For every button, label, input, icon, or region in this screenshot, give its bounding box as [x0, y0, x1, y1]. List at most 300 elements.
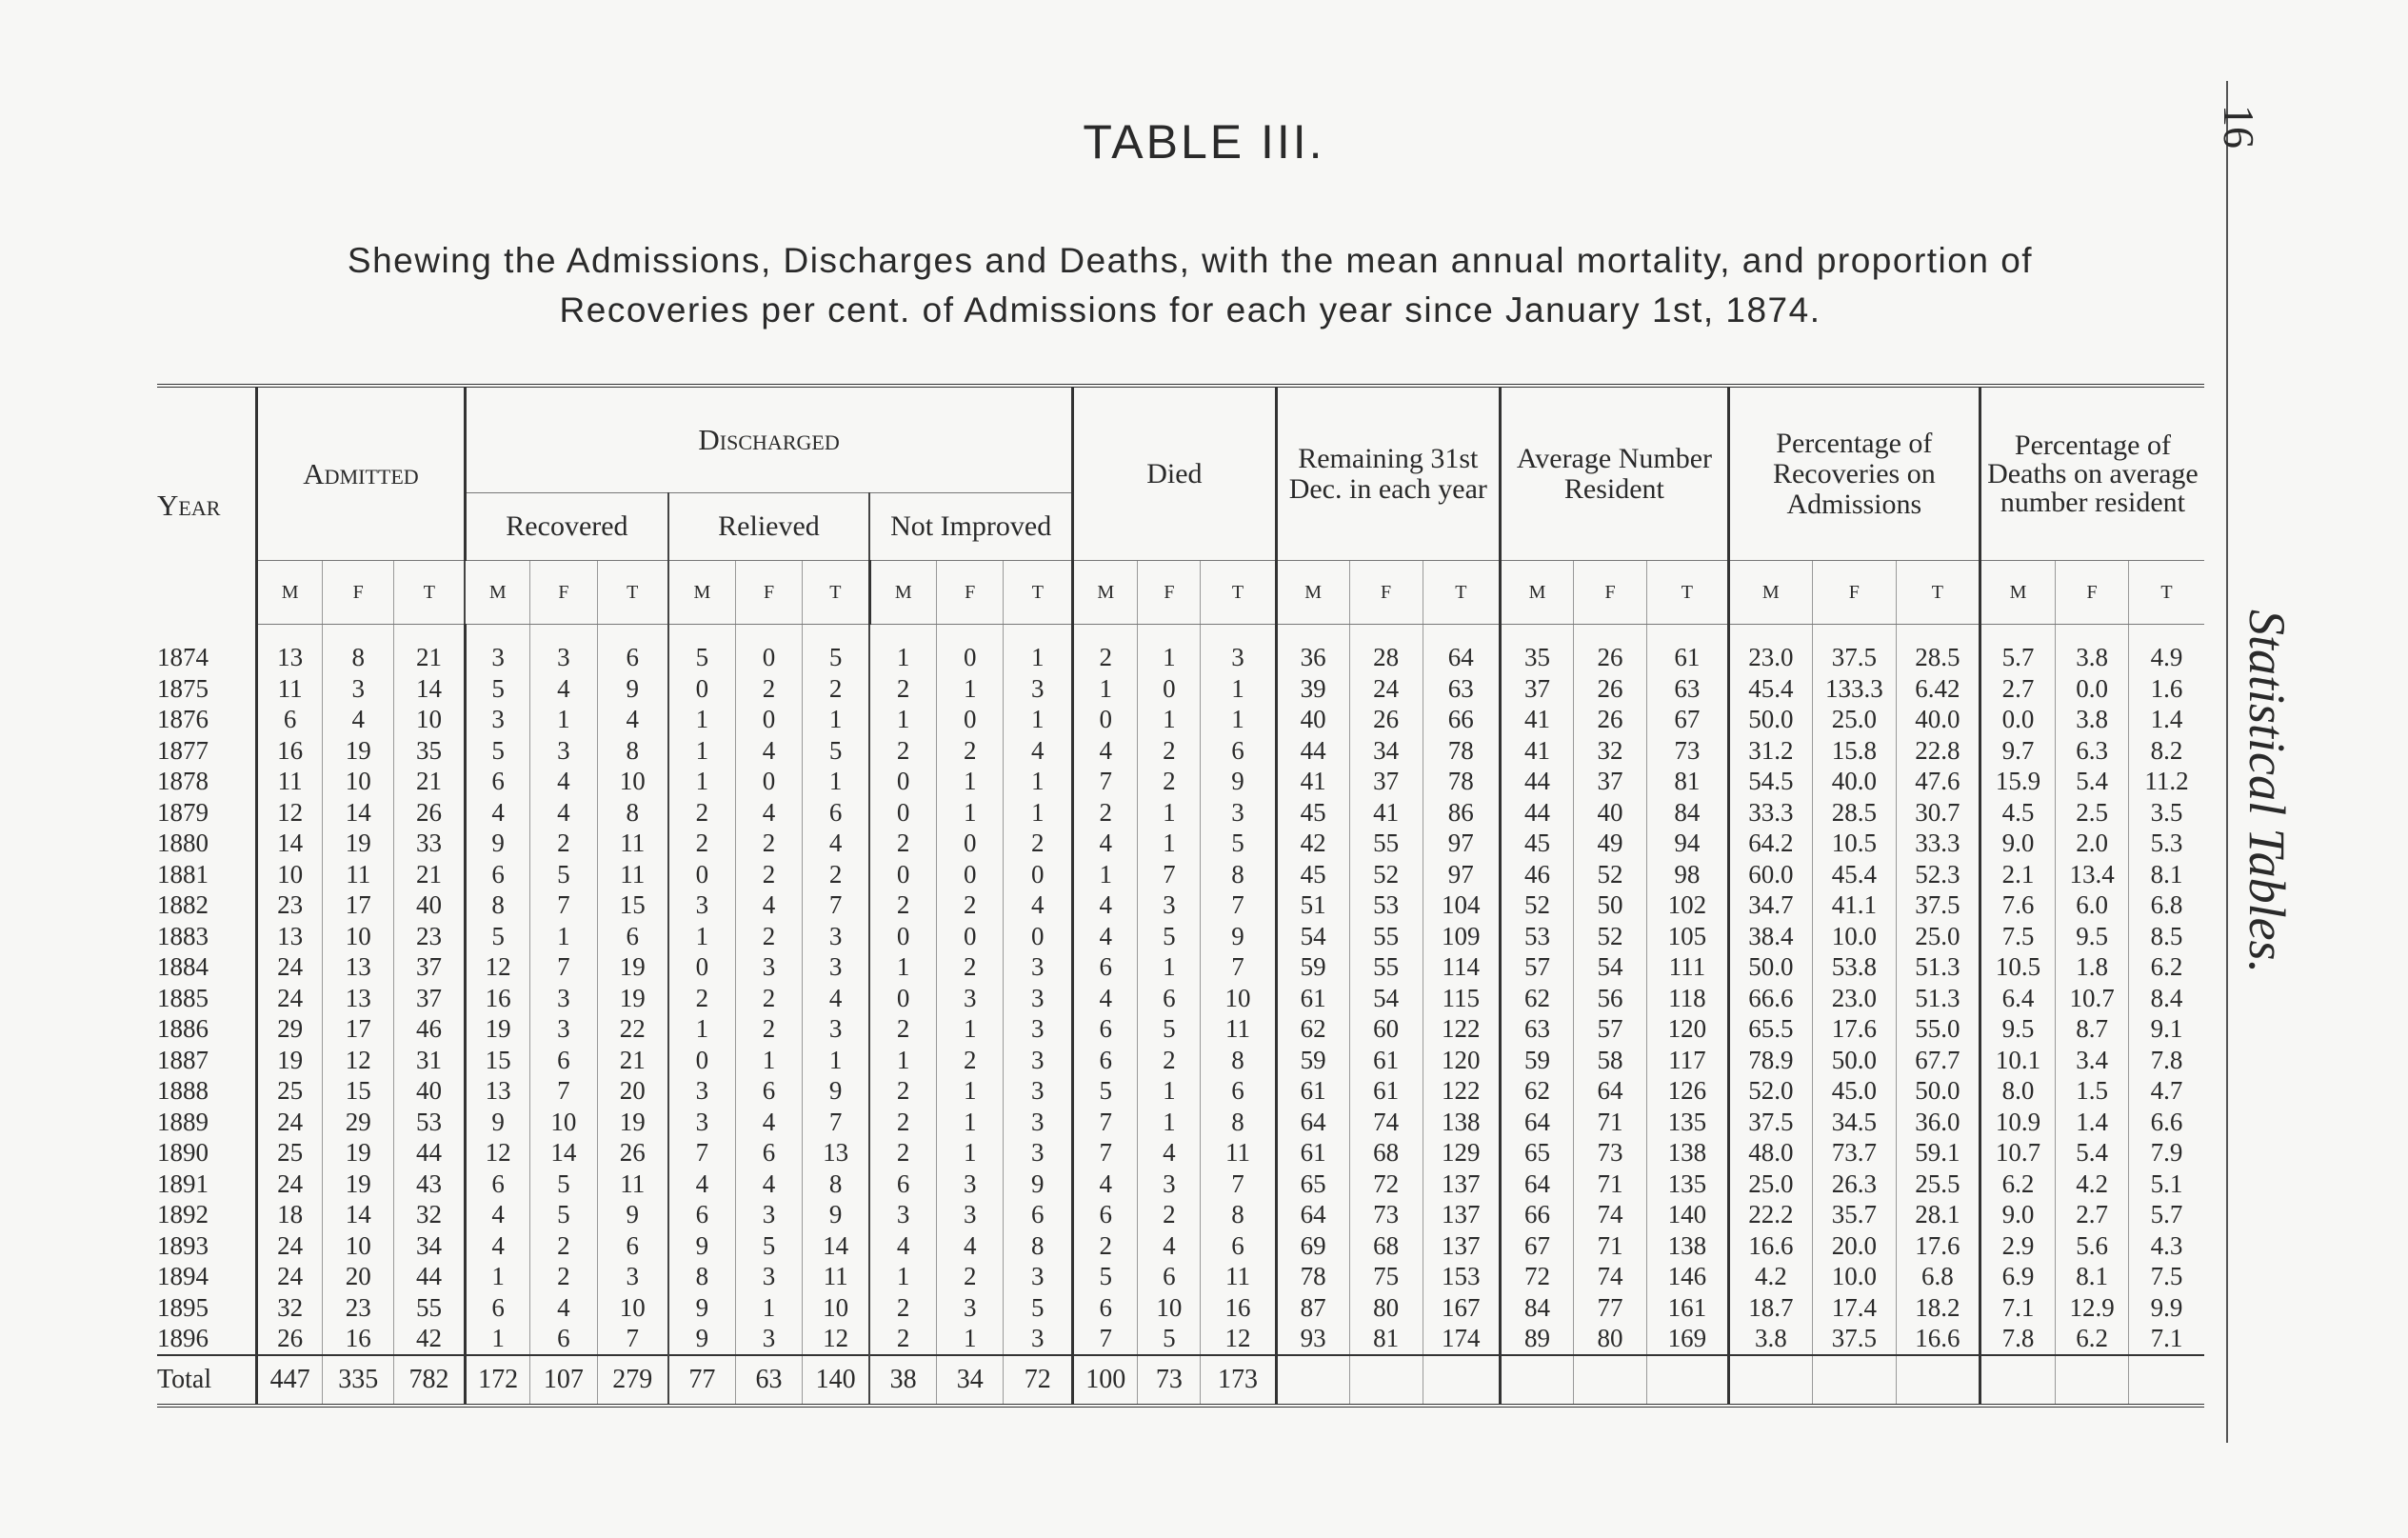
value-cell: 71: [1574, 1168, 1647, 1200]
value-cell: 3: [1201, 625, 1276, 673]
value-cell: 61: [1349, 1045, 1423, 1076]
value-cell: 3: [803, 921, 869, 952]
value-cell: 6.4: [1980, 983, 2055, 1014]
value-cell: 26: [1574, 673, 1647, 705]
value-cell: 0: [869, 983, 936, 1014]
value-cell: 15.9: [1980, 766, 2055, 797]
value-cell: 5: [1201, 828, 1276, 859]
value-cell: 9: [803, 1075, 869, 1107]
value-cell: 6.2: [2129, 951, 2204, 983]
value-cell: 4: [530, 797, 597, 829]
value-cell: 5: [530, 1168, 597, 1200]
value-cell: 0: [668, 1045, 735, 1076]
value-cell: 167: [1423, 1292, 1500, 1324]
value-cell: 74: [1574, 1199, 1647, 1230]
total-cell: [1349, 1355, 1423, 1406]
value-cell: 6.0: [2056, 889, 2129, 921]
value-cell: 37: [1501, 673, 1574, 705]
value-cell: 40.0: [1812, 766, 1896, 797]
total-row: [157, 1355, 2204, 1406]
value-cell: 4: [1073, 983, 1138, 1014]
value-cell: 51: [1276, 889, 1349, 921]
value-cell: 15: [323, 1075, 394, 1107]
value-cell: 0: [735, 704, 802, 735]
value-cell: 1: [869, 625, 936, 673]
value-cell: 25.5: [1896, 1168, 1980, 1200]
value-cell: 10.7: [2056, 983, 2129, 1014]
value-cell: 89: [1501, 1323, 1574, 1355]
value-cell: 1: [1073, 859, 1138, 890]
value-cell: 34.5: [1812, 1107, 1896, 1138]
value-cell: 48.0: [1728, 1137, 1812, 1168]
value-cell: 1.4: [2129, 704, 2204, 735]
value-cell: 74: [1574, 1261, 1647, 1292]
value-cell: 6: [465, 859, 529, 890]
header-f-col: F: [2056, 561, 2129, 625]
value-cell: 32: [394, 1199, 466, 1230]
value-cell: 25.0: [1728, 1168, 1812, 1200]
value-cell: 3.8: [2056, 704, 2129, 735]
value-cell: 9.9: [2129, 1292, 2204, 1324]
value-cell: 4: [465, 797, 529, 829]
value-cell: 13.4: [2056, 859, 2129, 890]
value-cell: 140: [1647, 1199, 1729, 1230]
value-cell: 0: [937, 921, 1004, 952]
value-cell: 17.4: [1812, 1292, 1896, 1324]
table-row: [157, 704, 2204, 735]
value-cell: 5: [1138, 1013, 1201, 1045]
value-cell: 8.1: [2056, 1261, 2129, 1292]
value-cell: 1: [1138, 797, 1201, 829]
value-cell: 1: [937, 1075, 1004, 1107]
value-cell: 5: [803, 735, 869, 767]
value-cell: 53: [1501, 921, 1574, 952]
value-cell: 32: [1574, 735, 1647, 767]
value-cell: 7: [530, 1075, 597, 1107]
value-cell: 4: [465, 1199, 529, 1230]
value-cell: 6: [1073, 1013, 1138, 1045]
value-cell: 1: [1004, 797, 1073, 829]
value-cell: 84: [1501, 1292, 1574, 1324]
value-cell: 5: [465, 735, 529, 767]
value-cell: 6: [869, 1168, 936, 1200]
table-row: [157, 921, 2204, 952]
value-cell: 3: [530, 983, 597, 1014]
value-cell: 45: [1276, 797, 1349, 829]
value-cell: 65.5: [1728, 1013, 1812, 1045]
value-cell: 52: [1574, 859, 1647, 890]
value-cell: 4: [735, 1168, 802, 1200]
value-cell: 1: [803, 766, 869, 797]
value-cell: 2: [530, 828, 597, 859]
value-cell: 97: [1423, 828, 1500, 859]
value-cell: 7.1: [2129, 1323, 2204, 1355]
value-cell: 1.8: [2056, 951, 2129, 983]
value-cell: 60: [1349, 1013, 1423, 1045]
value-cell: 7: [597, 1323, 668, 1355]
total-cell: 447: [257, 1355, 323, 1406]
value-cell: 5.1: [2129, 1168, 2204, 1200]
total-cell: 63: [735, 1355, 802, 1406]
value-cell: 60.0: [1728, 859, 1812, 890]
value-cell: 2: [937, 1261, 1004, 1292]
value-cell: 22.2: [1728, 1199, 1812, 1230]
value-cell: 3: [735, 951, 802, 983]
value-cell: 15: [597, 889, 668, 921]
value-cell: 117: [1647, 1045, 1729, 1076]
value-cell: 6.42: [1896, 673, 1980, 705]
value-cell: 9.5: [1980, 1013, 2055, 1045]
value-cell: 2: [803, 859, 869, 890]
value-cell: 66: [1501, 1199, 1574, 1230]
value-cell: 6: [1201, 1075, 1276, 1107]
value-cell: 4: [937, 1230, 1004, 1262]
value-cell: 49: [1574, 828, 1647, 859]
value-cell: 2: [1073, 797, 1138, 829]
value-cell: 1: [735, 1292, 802, 1324]
value-cell: 1: [530, 704, 597, 735]
value-cell: 55: [394, 1292, 466, 1324]
value-cell: 4: [1073, 1168, 1138, 1200]
year-cell: 1878: [157, 767, 209, 796]
admissions-table: [157, 388, 2204, 1408]
value-cell: 1: [1073, 673, 1138, 705]
value-cell: 38.4: [1728, 921, 1812, 952]
value-cell: 44: [394, 1261, 466, 1292]
value-cell: 2: [1073, 1230, 1138, 1262]
value-cell: 64: [1574, 1075, 1647, 1107]
value-cell: 4: [869, 1230, 936, 1262]
total-cell: [1896, 1355, 1980, 1406]
value-cell: 37.5: [1812, 625, 1896, 673]
value-cell: 18.2: [1896, 1292, 1980, 1324]
value-cell: 129: [1423, 1137, 1500, 1168]
value-cell: 0: [668, 859, 735, 890]
value-cell: 7: [1138, 859, 1201, 890]
value-cell: 2: [1138, 1199, 1201, 1230]
value-cell: 52: [1574, 921, 1647, 952]
value-cell: 3: [1004, 1075, 1073, 1107]
value-cell: 59: [1501, 1045, 1574, 1076]
total-cell: 38: [869, 1355, 936, 1406]
value-cell: 9.1: [2129, 1013, 2204, 1045]
value-cell: 0: [937, 625, 1004, 673]
value-cell: 4: [465, 1230, 529, 1262]
value-cell: 2: [735, 1013, 802, 1045]
header-discharged: Discharged: [465, 388, 1072, 493]
value-cell: 5: [1073, 1075, 1138, 1107]
value-cell: 26: [1574, 625, 1647, 673]
table-row: [157, 1137, 2204, 1168]
value-cell: 4: [1138, 1230, 1201, 1262]
value-cell: 3: [1138, 889, 1201, 921]
value-cell: 7.5: [1980, 921, 2055, 952]
value-cell: 9: [668, 1230, 735, 1262]
value-cell: 35: [1501, 625, 1574, 673]
value-cell: 2: [869, 1013, 936, 1045]
value-cell: 3: [803, 1013, 869, 1045]
value-cell: 3: [869, 1199, 936, 1230]
value-cell: 8: [803, 1168, 869, 1200]
value-cell: 9: [465, 1107, 529, 1138]
header-f-col: F: [735, 561, 802, 625]
value-cell: 65: [1276, 1168, 1349, 1200]
value-cell: 3: [668, 1107, 735, 1138]
year-cell: 1887: [157, 1045, 209, 1074]
value-cell: 35.7: [1812, 1199, 1896, 1230]
header-t-col: T: [1201, 561, 1276, 625]
value-cell: 26: [1349, 704, 1423, 735]
table-subtitle: [152, 236, 2228, 335]
value-cell: 6: [597, 1230, 668, 1262]
value-cell: 111: [1647, 951, 1729, 983]
value-cell: 3: [1004, 1261, 1073, 1292]
table-row: [157, 735, 2204, 767]
value-cell: 4: [668, 1168, 735, 1200]
value-cell: 50.0: [1812, 1045, 1896, 1076]
value-cell: 36: [1276, 625, 1349, 673]
value-cell: 36.0: [1896, 1107, 1980, 1138]
value-cell: 7.8: [2129, 1045, 2204, 1076]
header-f-col: F: [323, 561, 394, 625]
table-row: [157, 951, 2204, 983]
value-cell: 14: [323, 1199, 394, 1230]
value-cell: 56: [1574, 983, 1647, 1014]
value-cell: 5: [1073, 1261, 1138, 1292]
value-cell: 69: [1276, 1230, 1349, 1262]
value-cell: 6.6: [2129, 1107, 2204, 1138]
value-cell: 14: [323, 797, 394, 829]
value-cell: 5: [668, 625, 735, 673]
value-cell: 10: [1138, 1292, 1201, 1324]
value-cell: 3: [1004, 673, 1073, 705]
value-cell: 57: [1574, 1013, 1647, 1045]
value-cell: 4: [530, 1292, 597, 1324]
value-cell: 24: [257, 1168, 323, 1200]
value-cell: 1: [803, 1045, 869, 1076]
value-cell: 17.6: [1812, 1013, 1896, 1045]
year-cell: 1884: [157, 952, 209, 982]
page-number: 16: [2215, 105, 2263, 149]
value-cell: 2: [869, 1107, 936, 1138]
value-cell: 3: [668, 1075, 735, 1107]
value-cell: 47.6: [1896, 766, 1980, 797]
value-cell: 10.5: [1980, 951, 2055, 983]
header-f-col: F: [937, 561, 1004, 625]
value-cell: 0: [1138, 673, 1201, 705]
value-cell: 87: [1276, 1292, 1349, 1324]
value-cell: 118: [1647, 983, 1729, 1014]
value-cell: 78.9: [1728, 1045, 1812, 1076]
total-cell: [1423, 1355, 1500, 1406]
header-pct-recoveries: Percentage of Recoveries on Admissions: [1728, 388, 1980, 561]
value-cell: 2: [1138, 766, 1201, 797]
value-cell: 8: [597, 735, 668, 767]
value-cell: 62: [1276, 1013, 1349, 1045]
value-cell: 13: [257, 625, 323, 673]
value-cell: 10: [257, 859, 323, 890]
value-cell: 9: [1201, 921, 1276, 952]
value-cell: 0: [937, 859, 1004, 890]
value-cell: 126: [1647, 1075, 1729, 1107]
value-cell: 10: [323, 921, 394, 952]
value-cell: 4: [597, 704, 668, 735]
total-cell: [1812, 1355, 1896, 1406]
value-cell: 2: [668, 983, 735, 1014]
value-cell: 13: [323, 983, 394, 1014]
value-cell: 1: [668, 735, 735, 767]
value-cell: 25.0: [1896, 921, 1980, 952]
value-cell: 5.7: [1980, 625, 2055, 673]
year-cell: 1881: [157, 859, 209, 889]
value-cell: 61: [1276, 1137, 1349, 1168]
header-t-col: T: [597, 561, 668, 625]
value-cell: 3.8: [1728, 1323, 1812, 1355]
value-cell: 1: [1004, 625, 1073, 673]
value-cell: 2: [735, 828, 802, 859]
value-cell: 1: [1138, 704, 1201, 735]
value-cell: 43: [394, 1168, 466, 1200]
value-cell: 5.4: [2056, 766, 2129, 797]
value-cell: 7.1: [1980, 1292, 2055, 1324]
value-cell: 8: [668, 1261, 735, 1292]
value-cell: 1: [1201, 704, 1276, 735]
value-cell: 122: [1423, 1013, 1500, 1045]
value-cell: 10.1: [1980, 1045, 2055, 1076]
total-cell: 279: [597, 1355, 668, 1406]
total-cell: 73: [1138, 1355, 1201, 1406]
value-cell: 4: [735, 889, 802, 921]
value-cell: 61: [1647, 625, 1729, 673]
year-cell: 1894: [157, 1262, 209, 1291]
value-cell: 7: [803, 889, 869, 921]
value-cell: 4: [323, 704, 394, 735]
value-cell: 8.2: [2129, 735, 2204, 767]
value-cell: 4: [803, 983, 869, 1014]
value-cell: 7: [530, 951, 597, 983]
year-cell: 1874: [157, 643, 209, 671]
value-cell: 3: [937, 1292, 1004, 1324]
value-cell: 1: [1138, 1075, 1201, 1107]
value-cell: 80: [1349, 1292, 1423, 1324]
value-cell: 8: [1201, 1199, 1276, 1230]
value-cell: 4: [1004, 735, 1073, 767]
value-cell: 30.7: [1896, 797, 1980, 829]
value-cell: 1: [937, 1137, 1004, 1168]
value-cell: 8: [323, 625, 394, 673]
value-cell: 1: [1138, 951, 1201, 983]
header-f-col: F: [1349, 561, 1423, 625]
value-cell: 9.0: [1980, 828, 2055, 859]
value-cell: 34: [1349, 735, 1423, 767]
value-cell: 1: [1004, 704, 1073, 735]
total-cell: 107: [530, 1355, 597, 1406]
value-cell: 5.7: [2129, 1199, 2204, 1230]
value-cell: 68: [1349, 1137, 1423, 1168]
value-cell: 53: [394, 1107, 466, 1138]
value-cell: 75: [1349, 1261, 1423, 1292]
value-cell: 10: [1201, 983, 1276, 1014]
value-cell: 2: [869, 735, 936, 767]
value-cell: 41: [1349, 797, 1423, 829]
value-cell: 2: [668, 797, 735, 829]
value-cell: 0: [1004, 921, 1073, 952]
value-cell: 72: [1349, 1168, 1423, 1200]
header-pct-deaths: Percentage of Deaths on average number resident: [1980, 388, 2204, 561]
value-cell: 3: [530, 1013, 597, 1045]
value-cell: 71: [1574, 1107, 1647, 1138]
value-cell: 0: [735, 625, 802, 673]
value-cell: 133.3: [1812, 673, 1896, 705]
header-m-col: M: [1980, 561, 2055, 625]
header-admitted: Admitted: [257, 388, 466, 561]
value-cell: 137: [1423, 1230, 1500, 1262]
value-cell: 46: [394, 1013, 466, 1045]
value-cell: 50.0: [1728, 951, 1812, 983]
value-cell: 37.5: [1728, 1107, 1812, 1138]
total-cell: [2056, 1355, 2129, 1406]
value-cell: 1: [465, 1323, 529, 1355]
value-cell: 67.7: [1896, 1045, 1980, 1076]
value-cell: 7: [1073, 1107, 1138, 1138]
year-cell: 1875: [157, 673, 209, 703]
table-row: [157, 1168, 2204, 1200]
value-cell: 20: [597, 1075, 668, 1107]
value-cell: 1: [937, 797, 1004, 829]
value-cell: 10: [394, 704, 466, 735]
value-cell: 41: [1276, 766, 1349, 797]
header-m-col: M: [1501, 561, 1574, 625]
value-cell: 23: [257, 889, 323, 921]
value-cell: 59.1: [1896, 1137, 1980, 1168]
value-cell: 41.1: [1812, 889, 1896, 921]
value-cell: 11: [323, 859, 394, 890]
value-cell: 29: [257, 1013, 323, 1045]
value-cell: 7: [1073, 1137, 1138, 1168]
value-cell: 3: [937, 1168, 1004, 1200]
value-cell: 19: [597, 1107, 668, 1138]
year-cell: 1879: [157, 797, 209, 827]
value-cell: 66.6: [1728, 983, 1812, 1014]
value-cell: 41: [1501, 735, 1574, 767]
value-cell: 0: [668, 951, 735, 983]
value-cell: 19: [257, 1045, 323, 1076]
value-cell: 10: [597, 1292, 668, 1324]
value-cell: 0: [869, 859, 936, 890]
value-cell: 14: [394, 673, 466, 705]
value-cell: 105: [1647, 921, 1729, 952]
value-cell: 19: [597, 951, 668, 983]
value-cell: 73.7: [1812, 1137, 1896, 1168]
value-cell: 1: [937, 673, 1004, 705]
value-cell: 40: [1574, 797, 1647, 829]
value-cell: 54: [1574, 951, 1647, 983]
value-cell: 2: [937, 735, 1004, 767]
value-cell: 61: [1349, 1075, 1423, 1107]
value-cell: 28: [1349, 625, 1423, 673]
value-cell: 104: [1423, 889, 1500, 921]
header-remaining: Remaining 31st Dec. in each year: [1276, 388, 1500, 561]
value-cell: 45: [1276, 859, 1349, 890]
table-row: [157, 673, 2204, 705]
value-cell: 52: [1349, 859, 1423, 890]
value-cell: 6: [1138, 1261, 1201, 1292]
value-cell: 2: [735, 921, 802, 952]
value-cell: 8.4: [2129, 983, 2204, 1014]
header-f-col: F: [530, 561, 597, 625]
value-cell: 135: [1647, 1168, 1729, 1200]
value-cell: 84: [1647, 797, 1729, 829]
